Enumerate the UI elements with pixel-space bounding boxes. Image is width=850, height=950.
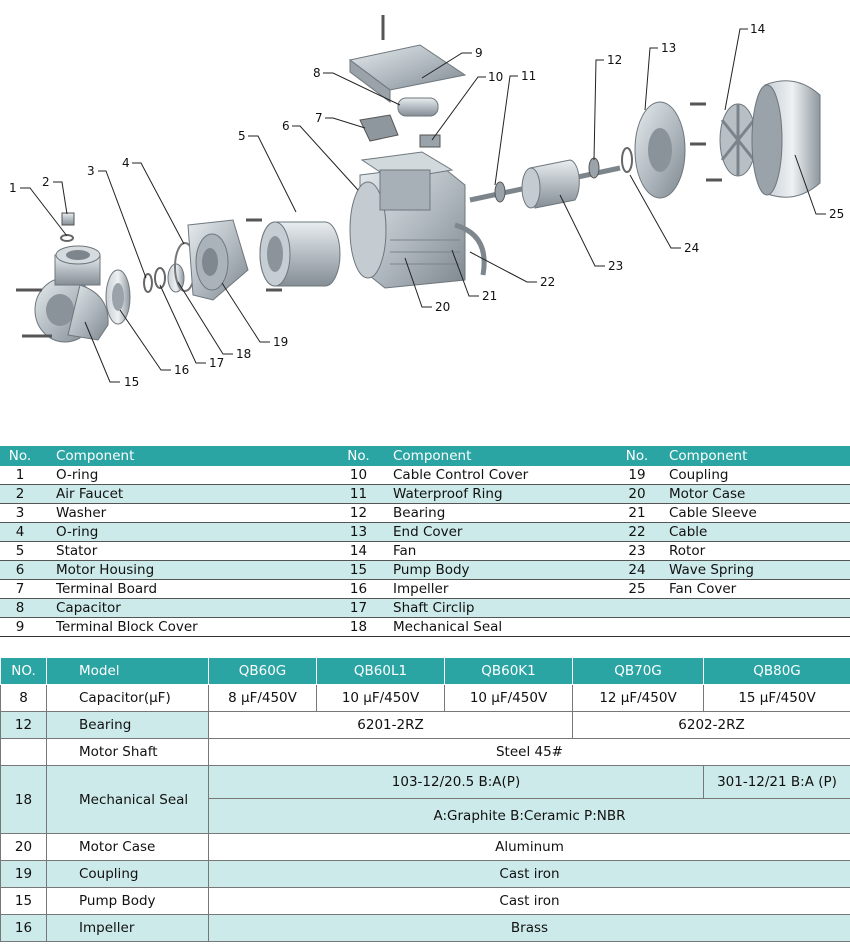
table-row [0, 542, 850, 561]
component-name: Cable [663, 523, 850, 542]
component-name: Stator [40, 542, 330, 561]
header-no: No. [330, 446, 387, 466]
model-spec-table [0, 657, 850, 942]
component-name: End Cover [387, 523, 611, 542]
component-no: 6 [0, 561, 40, 580]
component-name: Bearing [387, 504, 611, 523]
component-name: O-ring [40, 466, 330, 485]
table-row [0, 561, 850, 580]
component-no: 9 [0, 618, 40, 637]
component-no: 24 [611, 561, 663, 580]
component-no: 11 [330, 485, 387, 504]
callout-10: 10 [488, 70, 504, 84]
spec-label: Motor Case [47, 834, 209, 861]
component-name: Motor Case [663, 485, 850, 504]
spec-value: 15 μF/450V [704, 685, 850, 712]
component-no: 17 [330, 599, 387, 618]
component-name: Pump Body [387, 561, 611, 580]
model-header-row [1, 658, 850, 685]
component-name: Cable Control Cover [387, 466, 611, 485]
end-cover-part [635, 102, 722, 198]
model-name: QB60K1 [445, 658, 573, 685]
spec-label: Mechanical Seal [47, 766, 209, 834]
spec-no: 18 [1, 766, 47, 834]
component-no: 23 [611, 542, 663, 561]
component-no: 10 [330, 466, 387, 485]
component-name: Impeller [387, 580, 611, 599]
component-no: 2 [0, 485, 40, 504]
callout-15: 15 [124, 375, 140, 389]
callout-8: 8 [313, 66, 321, 80]
component-no: 19 [611, 466, 663, 485]
component-no: 1 [0, 466, 40, 485]
component-name [663, 618, 850, 637]
components-header-row [0, 446, 850, 466]
component-no [611, 599, 663, 618]
table-row [0, 504, 850, 523]
component-name: Shaft Circlip [387, 599, 611, 618]
spec-label: Motor Shaft [47, 739, 209, 766]
callout-17: 17 [209, 356, 225, 370]
component-name [663, 599, 850, 618]
table-row [1, 915, 850, 942]
callout-12: 12 [607, 53, 623, 67]
callout-6: 6 [282, 119, 290, 133]
impeller-part [106, 270, 130, 324]
component-name: O-ring [40, 523, 330, 542]
model-name: QB80G [704, 658, 850, 685]
component-name: Terminal Board [40, 580, 330, 599]
component-no: 25 [611, 580, 663, 599]
callout-2: 2 [42, 175, 50, 189]
spec-label: Bearing [47, 712, 209, 739]
fan-cover-part [752, 81, 820, 197]
component-name: Capacitor [40, 599, 330, 618]
table-row [1, 739, 850, 766]
components-table [0, 446, 850, 637]
spec-value: Cast iron [209, 861, 850, 888]
spec-value: 10 μF/450V [445, 685, 573, 712]
callout-7: 7 [315, 111, 323, 125]
spec-no: 20 [1, 834, 47, 861]
callout-4: 4 [122, 156, 130, 170]
table-row [1, 712, 850, 739]
header-no: No. [0, 446, 40, 466]
callout-18: 18 [236, 347, 252, 361]
table-row [0, 466, 850, 485]
spec-value: Cast iron [209, 888, 850, 915]
callout-14: 14 [750, 22, 766, 36]
spec-value: 10 μF/450V [317, 685, 445, 712]
callout-22: 22 [540, 275, 556, 289]
motor-housing-part [350, 152, 465, 288]
component-name: Cable Sleeve [663, 504, 850, 523]
spec-value: 8 μF/450V [209, 685, 317, 712]
component-no: 15 [330, 561, 387, 580]
callout-20: 20 [435, 300, 451, 314]
callout-24: 24 [684, 241, 700, 255]
component-name: Rotor [663, 542, 850, 561]
table-row [1, 861, 850, 888]
table-row [0, 580, 850, 599]
rotor-part [470, 158, 620, 208]
callout-16: 16 [174, 363, 190, 377]
component-no: 22 [611, 523, 663, 542]
wave-spring-part [622, 148, 632, 172]
model-name: QB70G [573, 658, 704, 685]
spec-no: 12 [1, 712, 47, 739]
component-no: 12 [330, 504, 387, 523]
callout-25: 25 [829, 207, 845, 221]
spec-label: Capacitor(μF) [47, 685, 209, 712]
table-row [0, 485, 850, 504]
component-name: Waterproof Ring [387, 485, 611, 504]
washer-part [144, 264, 184, 292]
header-component: Component [663, 446, 850, 466]
spec-value: Steel 45# [209, 739, 850, 766]
header-no: No. [611, 446, 663, 466]
terminal-board-part [360, 115, 398, 141]
table-row [1, 685, 850, 712]
component-no: 18 [330, 618, 387, 637]
spec-value: 301-12/21 B:A (P) [704, 766, 850, 799]
model-name: QB60L1 [317, 658, 445, 685]
spec-no: 16 [1, 915, 47, 942]
component-name: Air Faucet [40, 485, 330, 504]
spec-no: 19 [1, 861, 47, 888]
callout-23: 23 [608, 259, 624, 273]
pump-body-part [16, 246, 108, 342]
component-name: Wave Spring [663, 561, 850, 580]
air-faucet-part [61, 213, 74, 241]
callout-19: 19 [273, 335, 289, 349]
header-component: Component [40, 446, 330, 466]
header-no: NO. [1, 658, 47, 685]
table-row [0, 599, 850, 618]
component-no: 7 [0, 580, 40, 599]
spec-no: 8 [1, 685, 47, 712]
spec-no [1, 739, 47, 766]
callout-11: 11 [521, 69, 537, 83]
component-no: 16 [330, 580, 387, 599]
component-no: 8 [0, 599, 40, 618]
spec-value: Aluminum [209, 834, 850, 861]
table-row [0, 618, 850, 637]
spec-value: 6201-2RZ [209, 712, 573, 739]
header-model: Model [47, 658, 209, 685]
callout-1: 1 [9, 181, 17, 195]
callout-3: 3 [87, 164, 95, 178]
component-no: 14 [330, 542, 387, 561]
capacitor-part [398, 98, 438, 116]
component-name: Washer [40, 504, 330, 523]
component-no: 21 [611, 504, 663, 523]
component-no: 3 [0, 504, 40, 523]
fan-part [720, 104, 756, 176]
table-row [0, 523, 850, 542]
header-component: Component [387, 446, 611, 466]
component-no: 4 [0, 523, 40, 542]
spec-value: 6202-2RZ [573, 712, 850, 739]
callout-9: 9 [475, 46, 483, 60]
callout-5: 5 [238, 129, 246, 143]
component-name: Motor Housing [40, 561, 330, 580]
stator-part [260, 222, 340, 286]
component-name: Mechanical Seal [387, 618, 611, 637]
component-no: 5 [0, 542, 40, 561]
component-name: Fan Cover [663, 580, 850, 599]
component-no: 13 [330, 523, 387, 542]
exploded-view-diagram [0, 0, 850, 440]
spec-value: 103-12/20.5 B:A(P) [209, 766, 704, 799]
spec-label: Impeller [47, 915, 209, 942]
spec-label: Coupling [47, 861, 209, 888]
table-row [1, 766, 850, 799]
component-name: Coupling [663, 466, 850, 485]
spec-note: A:Graphite B:Ceramic P:NBR [209, 799, 850, 834]
cable-control-cover-part [420, 135, 440, 147]
spec-value: 12 μF/450V [573, 685, 704, 712]
spec-value: Brass [209, 915, 850, 942]
table-row [1, 888, 850, 915]
spec-label: Pump Body [47, 888, 209, 915]
callout-13: 13 [661, 41, 677, 55]
component-no: 20 [611, 485, 663, 504]
callout-21: 21 [482, 289, 498, 303]
model-name: QB60G [209, 658, 317, 685]
component-no [611, 618, 663, 637]
table-row [1, 834, 850, 861]
component-name: Terminal Block Cover [40, 618, 330, 637]
spec-no: 15 [1, 888, 47, 915]
component-name: Fan [387, 542, 611, 561]
